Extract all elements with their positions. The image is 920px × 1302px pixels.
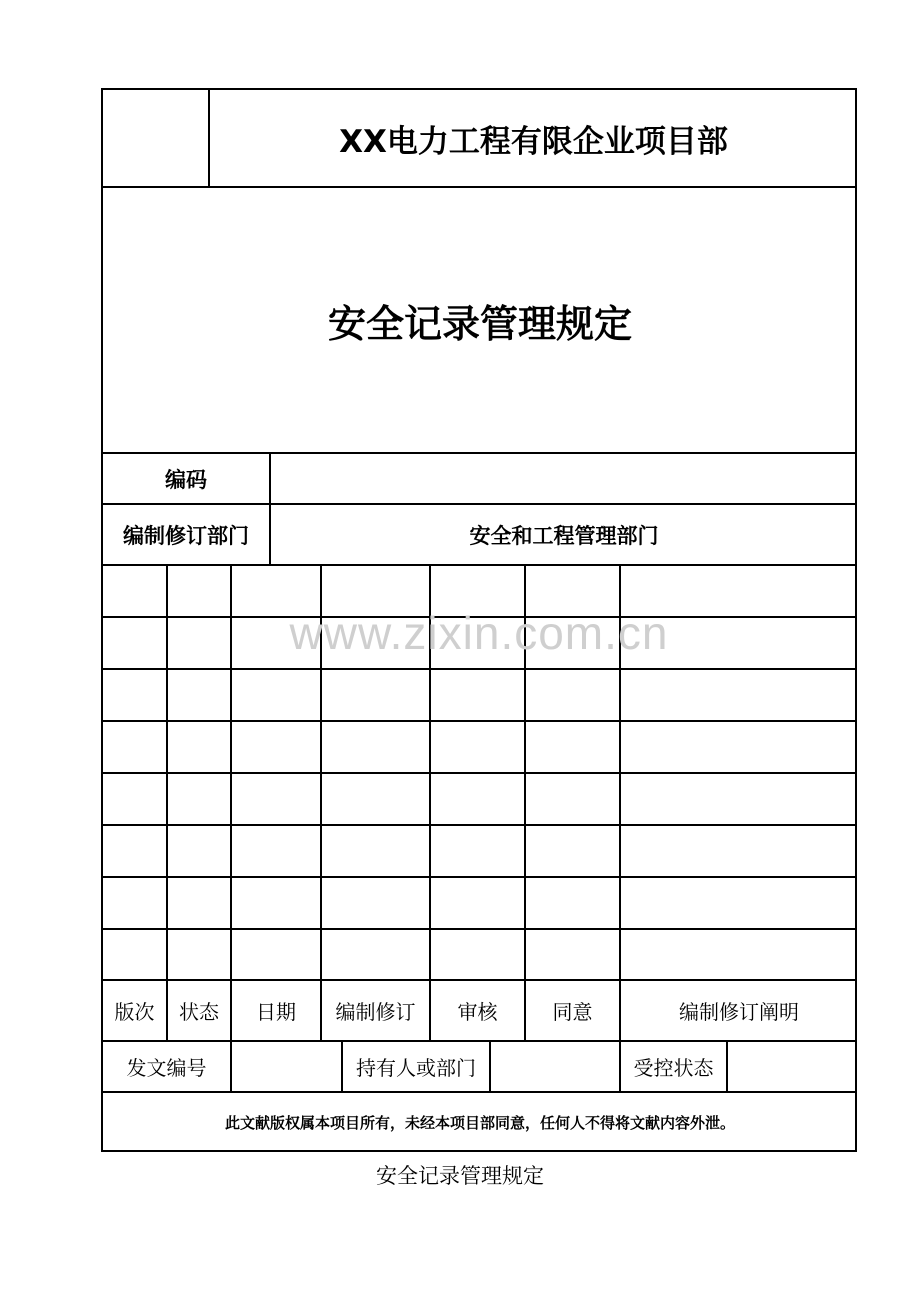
rule-row-3	[103, 720, 857, 722]
rule-row-5	[103, 824, 857, 826]
code-value	[271, 454, 857, 503]
col-header-status: 状态	[179, 1000, 219, 1024]
control-value	[728, 1042, 857, 1091]
rule-row-6	[103, 876, 857, 878]
col-header-prepared: 编制修订	[335, 1000, 416, 1024]
page-caption: 安全记录管理规定	[376, 1164, 544, 1188]
rule-row-4	[103, 772, 857, 774]
col-header-review: 审核	[457, 1000, 498, 1024]
col-header-description: 编制修订阐明	[679, 1000, 799, 1024]
control-label: 受控状态	[633, 1056, 714, 1080]
rule-row-2	[103, 668, 857, 670]
watermark: www.zixin.com.cn	[289, 607, 669, 659]
document-title: 安全记录管理规定	[327, 301, 632, 346]
rule-row-7	[103, 928, 857, 930]
code-label: 编码	[165, 467, 207, 492]
dept-label: 编制修订部门	[123, 523, 249, 548]
col-header-date: 日期	[256, 1000, 296, 1024]
doc-no-value	[232, 1042, 341, 1091]
holder-value	[491, 1042, 619, 1091]
dept-value: 安全和工程管理部门	[469, 523, 659, 548]
rule-dept-bottom	[103, 564, 857, 566]
doc-no-label: 发文编号	[126, 1056, 207, 1080]
holder-label: 持有人或部门	[356, 1056, 476, 1080]
col-header-approve: 同意	[552, 1000, 593, 1024]
copyright-notice: 此文献版权属本项目所有，未经本项目部同意，任何人不得将文献内容外泄。	[224, 1113, 735, 1132]
company-name: XX电力工程有限企业项目部	[339, 123, 728, 160]
col-header-version: 版次	[114, 1000, 155, 1024]
